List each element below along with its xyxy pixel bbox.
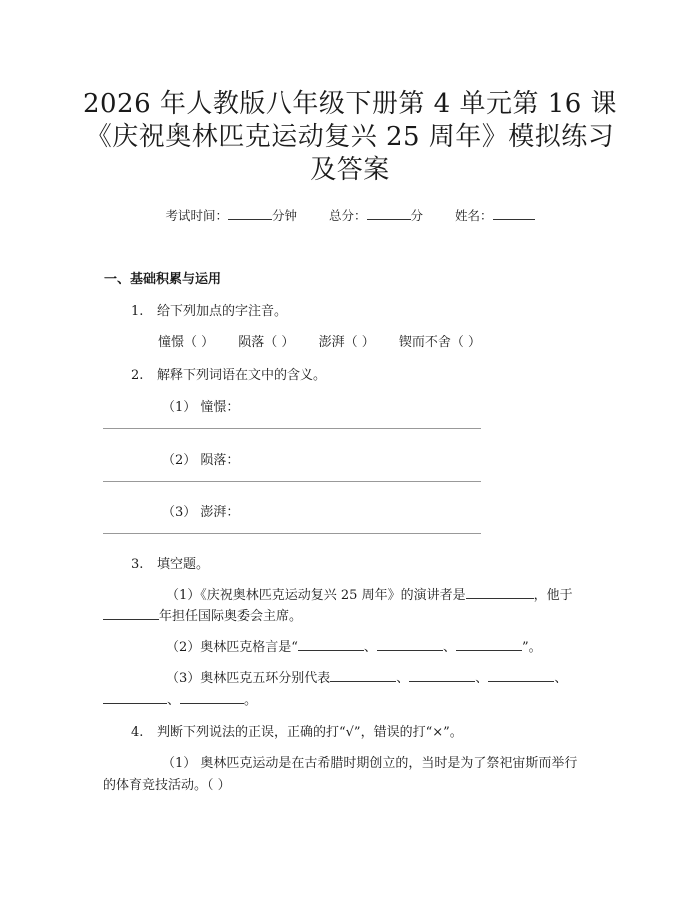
q3-item-3-line-2	[103, 689, 257, 708]
question-1	[131, 300, 287, 319]
exam-time-unit: 分钟	[271, 208, 297, 223]
q2-item-3: （3） 澎湃：	[162, 505, 240, 520]
exam-meta	[0, 206, 700, 224]
q1-word-2: 陨落（ ）	[238, 335, 295, 350]
fill-blank	[103, 691, 167, 704]
fill-blank	[456, 638, 522, 651]
separator: 、	[442, 640, 456, 655]
fill-blank	[180, 691, 244, 704]
fill-blank	[409, 669, 475, 682]
title-line-2: 《庆祝奥林匹克运动复兴 25 周年》模拟练习	[85, 122, 615, 152]
separator: 、	[363, 640, 377, 655]
q3-item-1-line-1	[166, 584, 573, 603]
question-3	[131, 553, 209, 572]
separator: 、	[475, 671, 489, 686]
q3-item-3-text: 。	[244, 693, 258, 708]
fill-blank	[103, 607, 159, 620]
q1-word-4: 锲而不舍（ ）	[398, 335, 481, 350]
student-name-blank	[493, 207, 535, 220]
q2-item-1: （1） 憧憬：	[162, 400, 240, 415]
answer-line	[103, 533, 481, 534]
separator: 、	[167, 693, 181, 708]
document-title	[80, 88, 620, 187]
separator: 、	[396, 671, 410, 686]
question-number: 4.	[131, 725, 144, 740]
title-line-1: 2026 年人教版八年级下册第 4 单元第 16 课	[82, 89, 618, 119]
q4-item-1-line-2: 的体育竞技活动。（ ）	[103, 778, 231, 793]
title-line-3: 及答案	[310, 155, 390, 185]
question-prompt: 解释下列词语在文中的含义。	[157, 368, 327, 383]
question-number: 1.	[131, 304, 144, 319]
exam-score-blank	[367, 207, 411, 220]
exam-score	[329, 208, 427, 223]
exam-time-blank	[228, 207, 272, 220]
q3-item-1-text: （1）《庆祝奥林匹克运动复兴 25 周年》的演讲者是	[166, 588, 466, 603]
q3-item-2-text: （2）奥林匹克格言是“	[166, 640, 298, 655]
fill-blank	[377, 638, 443, 651]
fill-blank	[488, 669, 554, 682]
question-number: 3.	[131, 557, 144, 572]
exam-score-label: 总分：	[328, 208, 367, 223]
q1-word-list	[158, 331, 501, 350]
exam-time	[165, 208, 301, 223]
student-name	[455, 208, 535, 223]
question-prompt: 填空题。	[157, 557, 210, 572]
q3-item-1-line-2	[103, 605, 302, 624]
q1-word-1: 憧憬（ ）	[158, 335, 215, 350]
question-2	[131, 364, 326, 383]
fill-blank	[466, 586, 534, 599]
answer-line	[103, 481, 481, 482]
question-4	[131, 721, 463, 740]
q2-item-2: （2） 陨落：	[162, 453, 240, 468]
q3-item-1-text: 年担任国际奥委会主席。	[159, 609, 303, 624]
section-heading: 一、基础积累与运用	[104, 272, 222, 287]
q3-item-1-text: ，他于	[533, 588, 573, 603]
exam-time-label: 考试时间：	[165, 208, 228, 223]
separator: 、	[554, 671, 568, 686]
q1-word-3: 澎湃（ ）	[318, 335, 375, 350]
question-number: 2.	[131, 368, 144, 383]
question-prompt: 给下列加点的字注音。	[157, 304, 288, 319]
q3-item-2	[166, 636, 542, 655]
student-name-label: 姓名：	[455, 208, 493, 223]
q3-item-3-text: （3）奥林匹克五环分别代表	[166, 671, 331, 686]
answer-line	[103, 428, 481, 429]
q3-item-2-text: ”。	[521, 640, 542, 655]
q3-item-3-line-1	[166, 667, 567, 686]
question-prompt: 判断下列说法的正误，正确的打“√”，错误的打“×”。	[157, 725, 463, 740]
fill-blank	[330, 669, 396, 682]
exam-score-unit: 分	[410, 208, 424, 223]
q4-item-1-line-1: （1） 奥林匹克运动是在古希腊时期创立的，当时是为了祭祀宙斯而举行	[162, 756, 578, 771]
fill-blank	[298, 638, 364, 651]
